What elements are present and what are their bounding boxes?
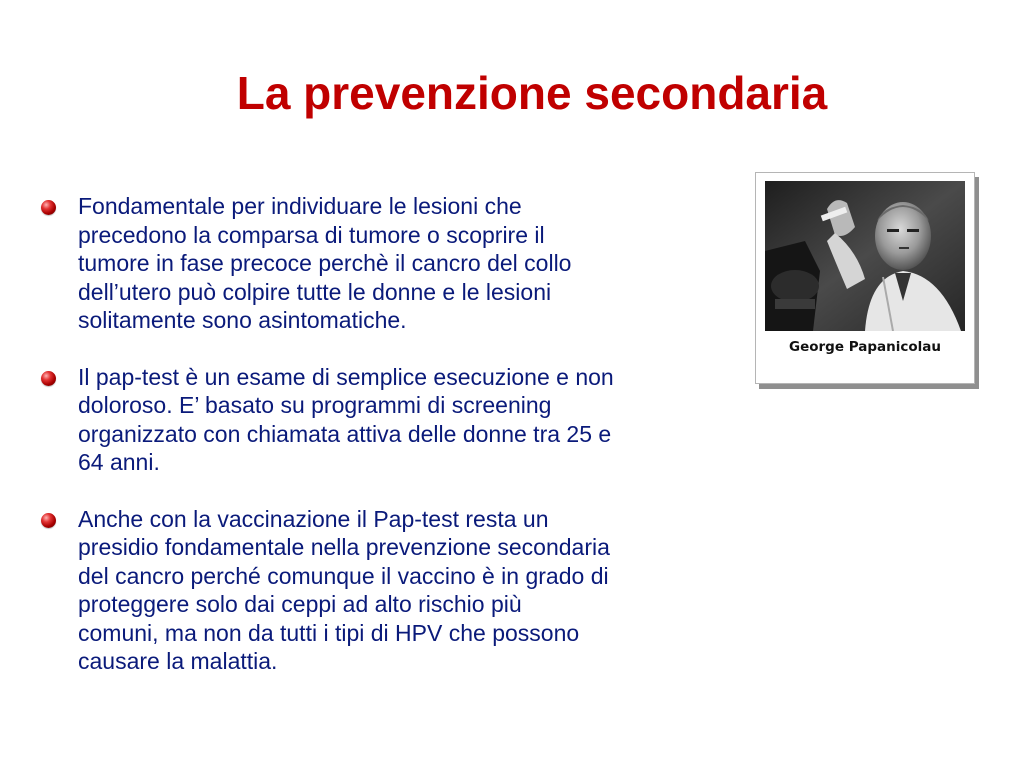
portrait-illustration-icon [765, 181, 965, 331]
bullet-line: tumore in fase precoce perchè il cancro del collo [78, 250, 572, 276]
bullet-item [40, 363, 750, 477]
bullet-line: organizzato con chiamata attiva delle donne tra 25 e [78, 420, 612, 447]
portrait-photo [765, 181, 965, 331]
bullet-line: dell’utero può colpire tutte le donne e le lesioni [78, 278, 552, 305]
bullet-text [78, 505, 750, 676]
bullet-line: del cancro perché comunque il vaccino è in grado di [78, 562, 609, 589]
bullet-icon [41, 513, 56, 528]
bullet-item [40, 505, 750, 676]
bullet-line: presidio fondamentale nella prevenzione secondaria [78, 534, 610, 560]
bullet-line: Anche con la vaccinazione il Pap-test resta un [78, 505, 549, 532]
slide-title: La prevenzione secondaria [236, 67, 828, 119]
bullet-icon [41, 371, 56, 386]
bullet-line: Il pap-test è un esame di semplice esecuzione e non [78, 363, 614, 390]
bullet-text [78, 363, 750, 477]
bullet-line: 64 anni. [78, 449, 160, 475]
bullet-icon [41, 200, 56, 215]
photo-frame [755, 172, 975, 384]
bullet-line: precedono la comparsa di tumore o scoprire il [78, 221, 545, 248]
photo-caption: George Papanicolau [789, 339, 941, 355]
bullet-list [40, 192, 750, 704]
bullet-line: doloroso. E’ basato su programmi di screening [78, 392, 552, 418]
bullet-text [78, 192, 750, 335]
bullet-line: proteggere solo dai ceppi ad alto rischio più [78, 591, 522, 617]
bullet-item [40, 192, 750, 335]
bullet-line: solitamente sono asintomatiche. [78, 307, 407, 333]
bullet-line: Fondamentale per individuare le lesioni che [78, 193, 522, 219]
bullet-line: causare la malattia. [78, 648, 278, 674]
bullet-line: comuni, ma non da tutti i tipi di HPV che possono [78, 619, 580, 646]
